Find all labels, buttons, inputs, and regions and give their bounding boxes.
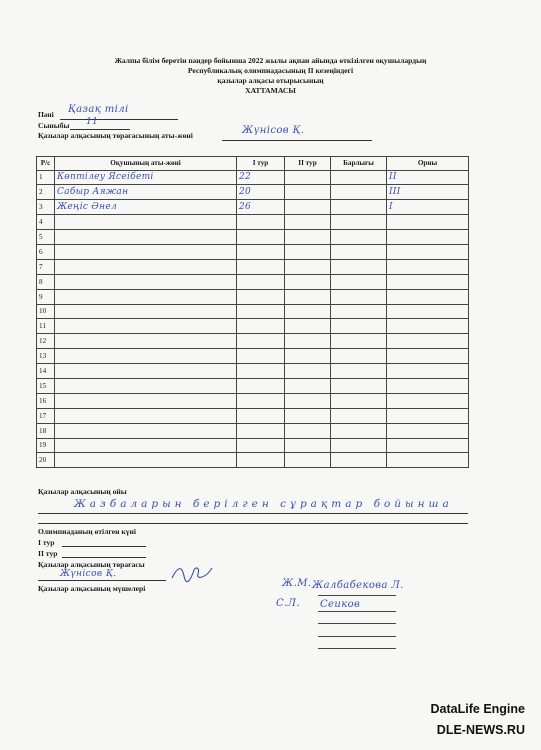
student-name [55, 378, 237, 393]
student-name [55, 304, 237, 319]
round1-score [237, 408, 285, 423]
table-row [37, 423, 469, 438]
table-row [37, 244, 469, 259]
row-number: 9 [37, 289, 55, 304]
round2-score [285, 289, 331, 304]
student-name [55, 438, 237, 453]
document-title: ХАТТАМАСЫ [245, 86, 296, 95]
row-number: 11 [37, 319, 55, 334]
round1-score [237, 423, 285, 438]
place [387, 364, 469, 379]
place [387, 393, 469, 408]
member2-signature: С.Л. [276, 598, 300, 609]
total-score [331, 230, 387, 245]
row-number: 1 [37, 170, 55, 185]
grade-label: Сыныбы [38, 121, 70, 130]
total-score [331, 200, 387, 215]
place [387, 378, 469, 393]
round2-score [285, 438, 331, 453]
chair-signature-mark [168, 562, 216, 584]
total-score [331, 349, 387, 364]
member-line-5 [318, 648, 396, 649]
col-header-student-name: Оқушының аты-жөні [55, 157, 237, 171]
member1-name: Жалбабекова Л. [312, 580, 404, 591]
total-score [331, 244, 387, 259]
row-number: 17 [37, 408, 55, 423]
round1-score [237, 215, 285, 230]
watermark-line-1: DataLife Engine [430, 702, 525, 716]
round2-score [285, 393, 331, 408]
round2-score [285, 200, 331, 215]
table-row [37, 334, 469, 349]
footer-chair-underline [38, 580, 166, 581]
table-row [37, 319, 469, 334]
total-score [331, 393, 387, 408]
round1-score [237, 230, 285, 245]
total-score [331, 215, 387, 230]
subject-underline [60, 119, 178, 120]
place [387, 408, 469, 423]
place [387, 319, 469, 334]
round2-score [285, 423, 331, 438]
student-name [55, 423, 237, 438]
round2-score [285, 319, 331, 334]
total-score [331, 378, 387, 393]
round2-score [285, 364, 331, 379]
total-score [331, 319, 387, 334]
jury-chair-underline [222, 140, 372, 141]
table-header-row [37, 157, 469, 171]
footer-chair-label: Қазылар алқасының төрағасы [38, 560, 145, 569]
round2-score [285, 453, 331, 468]
title-line-1: Жалпы білім беретін пәндер бойынша 2022 жылы ақпан айында өткізілген оқушылардың [114, 56, 427, 65]
table-row [37, 289, 469, 304]
member-line-2 [318, 611, 396, 612]
place: ІІ [387, 170, 469, 185]
round1-score [237, 274, 285, 289]
olympiad-date-label: Олимпиаданың өтілген күні [38, 527, 137, 536]
subject-label: Пәні [38, 110, 54, 119]
row-number: 12 [37, 334, 55, 349]
place [387, 230, 469, 245]
place [387, 438, 469, 453]
table-row [37, 393, 469, 408]
round2-date-underline [62, 557, 146, 558]
round2-score [285, 408, 331, 423]
round1-score [237, 364, 285, 379]
table-row [37, 304, 469, 319]
total-score [331, 259, 387, 274]
round1-score [237, 378, 285, 393]
student-name [55, 244, 237, 259]
row-number: 10 [37, 304, 55, 319]
student-name: Көптілеу Ясеібеті [55, 170, 237, 185]
round2-score [285, 274, 331, 289]
row-number: 15 [37, 378, 55, 393]
place [387, 423, 469, 438]
round2-score [285, 349, 331, 364]
round2-score [285, 244, 331, 259]
student-name [55, 364, 237, 379]
total-score [331, 304, 387, 319]
row-number: 13 [37, 349, 55, 364]
row-number: 20 [37, 453, 55, 468]
col-header-round1: І тур [237, 157, 285, 171]
jury-opinion-value: Жазбаларын берілген сұрақтар бойынша [74, 498, 453, 510]
round1-score [237, 349, 285, 364]
total-score [331, 408, 387, 423]
table-row [37, 364, 469, 379]
row-number: 2 [37, 185, 55, 200]
round1-score [237, 244, 285, 259]
place [387, 215, 469, 230]
title-line-3: қазылар алқасы отырысының [217, 76, 324, 85]
total-score [331, 334, 387, 349]
total-score [331, 364, 387, 379]
col-header-total: Барлығы [331, 157, 387, 171]
title-line-2: Республикалық олимпиадасының ІІ кезеңіндегі [187, 66, 354, 75]
results-table [36, 156, 469, 468]
member1-signature: Ж.М. [282, 578, 312, 589]
place [387, 289, 469, 304]
table-row [37, 170, 469, 185]
watermark-line-2: DLE-NEWS.RU [436, 723, 525, 737]
round1-score [237, 438, 285, 453]
student-name [55, 453, 237, 468]
round2-date-label: ІІ тур [38, 549, 58, 558]
table-row [37, 438, 469, 453]
row-number: 5 [37, 230, 55, 245]
table-row [37, 200, 469, 215]
round1-score [237, 453, 285, 468]
round1-score: 20 [237, 185, 285, 200]
student-name [55, 215, 237, 230]
row-number: 14 [37, 364, 55, 379]
round2-score [285, 170, 331, 185]
col-header-number: Р/с [37, 157, 55, 171]
table-row [37, 230, 469, 245]
jury-opinion-label: Қазылар алқасының ойы [38, 487, 127, 496]
footer-chair-name: Жүнісов Қ. [60, 569, 117, 579]
total-score [331, 185, 387, 200]
row-number: 7 [37, 259, 55, 274]
table-row [37, 349, 469, 364]
place [387, 259, 469, 274]
student-name [55, 393, 237, 408]
table-row [37, 185, 469, 200]
student-name [55, 230, 237, 245]
place: ІІІ [387, 185, 469, 200]
place [387, 274, 469, 289]
student-name [55, 289, 237, 304]
round1-date-underline [62, 546, 146, 547]
subject-value: Қазақ тілі [68, 104, 129, 115]
round1-score [237, 319, 285, 334]
total-score [331, 289, 387, 304]
student-name: Жеңіс Әнел [55, 200, 237, 215]
total-score [331, 170, 387, 185]
row-number: 3 [37, 200, 55, 215]
round1-date-label: І тур [38, 538, 55, 547]
table-row [37, 259, 469, 274]
table-row [37, 408, 469, 423]
student-name [55, 349, 237, 364]
round1-score [237, 304, 285, 319]
total-score [331, 423, 387, 438]
grade-underline [70, 129, 130, 130]
round1-score: 26 [237, 200, 285, 215]
place [387, 453, 469, 468]
round2-score [285, 334, 331, 349]
round2-score [285, 304, 331, 319]
row-number: 18 [37, 423, 55, 438]
round2-score [285, 185, 331, 200]
row-number: 4 [37, 215, 55, 230]
table-row [37, 215, 469, 230]
place [387, 334, 469, 349]
round1-score [237, 289, 285, 304]
round2-score [285, 378, 331, 393]
col-header-place: Орны [387, 157, 469, 171]
table-row [37, 453, 469, 468]
student-name: Сабыр Аяжан [55, 185, 237, 200]
table-row [37, 274, 469, 289]
total-score [331, 274, 387, 289]
opinion-underline-2 [38, 523, 468, 524]
student-name [55, 259, 237, 274]
col-header-round2: ІІ тур [285, 157, 331, 171]
member-line-4 [318, 636, 396, 637]
row-number: 8 [37, 274, 55, 289]
row-number: 19 [37, 438, 55, 453]
place [387, 244, 469, 259]
jury-members-label: Қазылар алқасының мүшелері [38, 584, 146, 593]
place: І [387, 200, 469, 215]
student-name [55, 408, 237, 423]
round1-score: 22 [237, 170, 285, 185]
jury-chair-value: Жүнісов Қ. [242, 125, 305, 136]
student-name [55, 274, 237, 289]
jury-chair-label: Қазылар алқасының төрағасының аты-жөні [38, 131, 193, 140]
table-row [37, 378, 469, 393]
member-line-1 [318, 595, 396, 596]
opinion-underline-1 [38, 513, 468, 514]
place [387, 304, 469, 319]
round1-score [237, 259, 285, 274]
round2-score [285, 215, 331, 230]
grade-value: 11 [86, 117, 99, 127]
row-number: 16 [37, 393, 55, 408]
total-score [331, 438, 387, 453]
round2-score [285, 259, 331, 274]
row-number: 6 [37, 244, 55, 259]
student-name [55, 319, 237, 334]
place [387, 349, 469, 364]
student-name [55, 334, 237, 349]
member-line-3 [318, 623, 396, 624]
round2-score [285, 230, 331, 245]
round1-score [237, 393, 285, 408]
member2-name: Сеиков [320, 599, 361, 610]
total-score [331, 453, 387, 468]
round1-score [237, 334, 285, 349]
